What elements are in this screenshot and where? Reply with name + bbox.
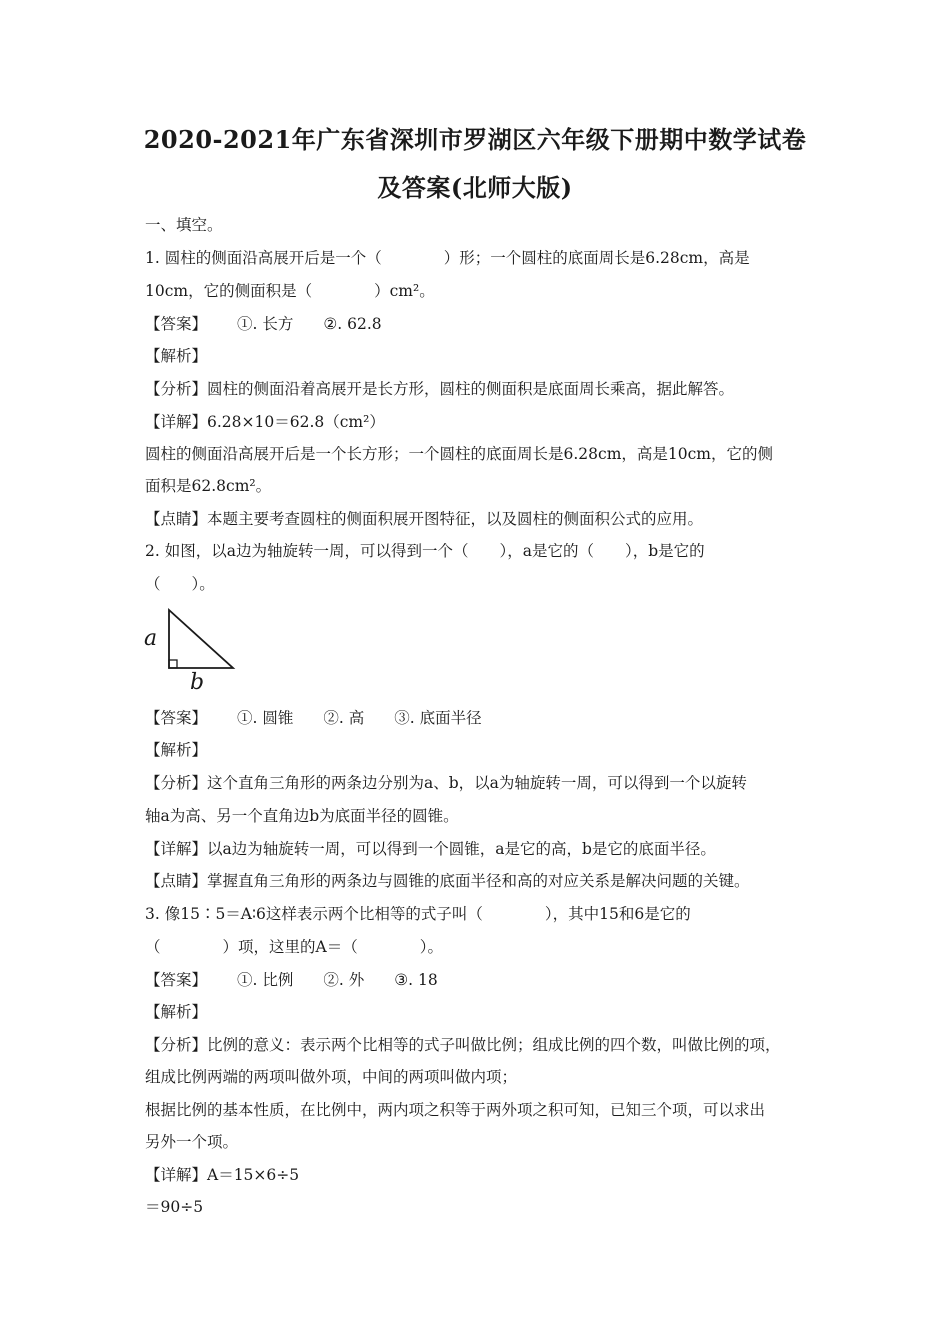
q2-text-line2: （ ）。 — [145, 575, 215, 593]
q2-fenxi-line1: 【分析】这个直角三角形的两条边分别为a、b，以a为轴旋转一周，可以得到一个以旋转 — [145, 774, 747, 792]
answer-item: ①. 圆锥 — [237, 709, 294, 727]
answer-item: ③. 底面半径 — [394, 709, 482, 727]
q3-fenxi-line4: 另外一个项。 — [145, 1133, 239, 1151]
answer-item: ②. 高 — [323, 709, 365, 727]
side-label-a: a — [144, 626, 158, 651]
q1-xiangjie: 【详解】6.28×10＝62.8（cm²） — [145, 413, 385, 431]
q3-fenxi-line3: 根据比例的基本性质，在比例中，两内项之积等于两外项之积可知，已知三个项，可以求出 — [145, 1101, 766, 1119]
answer-item: ②. 62.8 — [323, 315, 382, 333]
q3-text-line1: 3. 像15∶5＝A∶6这样表示两个比相等的式子叫（ ），其中15和6是它的 — [145, 905, 691, 923]
q3-jiexi: 【解析】 — [145, 1003, 208, 1021]
section-heading: 一、填空。 — [145, 216, 223, 234]
document-title-line1: 2020-2021年广东省深圳市罗湖区六年级下册期中数学试卷 — [143, 125, 807, 154]
q1-jiexi: 【解析】 — [145, 347, 208, 365]
q2-answer-row — [145, 708, 810, 728]
q3-step: ＝90÷5 — [145, 1198, 204, 1216]
q1-dianjing: 【点睛】本题主要考查圆柱的侧面积展开图特征，以及圆柱的侧面积公式的应用。 — [145, 510, 704, 528]
answer-item: ②. 外 — [323, 971, 365, 989]
q3-text-line2: （ ）项，这里的A＝（ ）。 — [145, 938, 443, 956]
right-triangle-figure — [140, 602, 250, 698]
q1-fenxi: 【分析】圆柱的侧面沿着高展开是长方形，圆柱的侧面积是底面周长乘高，据此解答。 — [145, 380, 735, 398]
answer-item: ①. 比例 — [237, 971, 294, 989]
q2-xiangjie: 【详解】以a边为轴旋转一周，可以得到一个圆锥，a是它的高，b是它的底面半径。 — [145, 840, 716, 858]
q1-answer-row — [145, 314, 810, 334]
side-label-b: b — [190, 670, 205, 695]
answer-tag: 【答案】 — [145, 315, 208, 333]
q2-fenxi-line2: 轴a为高、另一个直角边b为底面半径的圆锥。 — [145, 807, 459, 825]
answer-item: ③. 18 — [394, 971, 438, 989]
answer-tag: 【答案】 — [145, 709, 208, 727]
triangle-outline — [169, 610, 233, 668]
q3-answer-row — [145, 970, 810, 990]
q1-text-line1: 1. 圆柱的侧面沿高展开后是一个（ ）形；一个圆柱的底面周长是6.28cm，高是 — [145, 249, 750, 267]
q2-dianjing: 【点睛】掌握直角三角形的两条边与圆锥的底面半径和高的对应关系是解决问题的关键。 — [145, 872, 750, 890]
answer-item: ①. 长方 — [237, 315, 294, 333]
q1-detail-line2: 面积是62.8cm²。 — [145, 477, 272, 495]
q3-fenxi-line2: 组成比例两端的两项叫做外项，中间的两项叫做内项； — [145, 1068, 518, 1086]
q3-fenxi-line1: 【分析】比例的意义：表示两个比相等的式子叫做比例；组成比例的四个数，叫做比例的项， — [145, 1036, 781, 1054]
q1-detail-line1: 圆柱的侧面沿高展开后是一个长方形；一个圆柱的底面周长是6.28cm，高是10cm，它的侧 — [145, 445, 773, 463]
q2-jiexi: 【解析】 — [145, 741, 208, 759]
q2-text-line1: 2. 如图，以a边为轴旋转一周，可以得到一个（ ），a是它的（ ），b是它的 — [145, 542, 705, 560]
document-title-line2: 及答案(北师大版) — [377, 173, 573, 202]
answer-tag: 【答案】 — [145, 971, 208, 989]
right-angle-mark — [169, 660, 177, 668]
q1-text-line2: 10cm，它的侧面积是（ ）cm²。 — [145, 282, 435, 300]
q3-xiangjie: 【详解】A＝15×6÷5 — [145, 1166, 300, 1184]
